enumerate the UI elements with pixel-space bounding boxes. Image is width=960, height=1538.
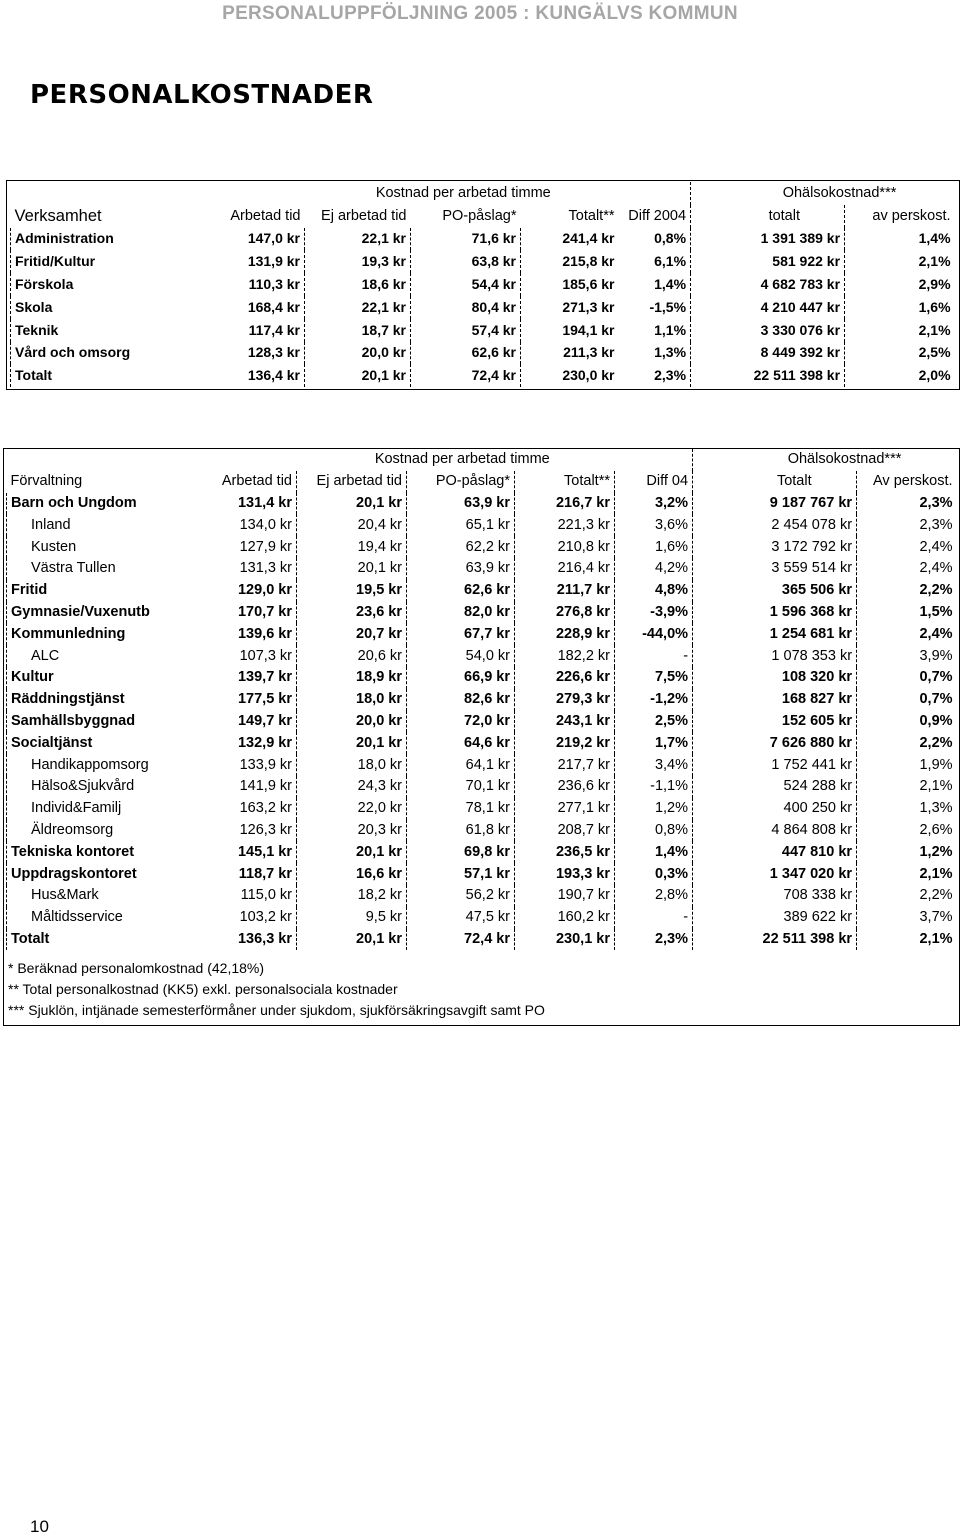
table1-cell: 110,3 kr [248, 276, 300, 293]
table2-cell: 1 078 353 kr [733, 645, 857, 667]
table2-group-header-left: Kostnad per arbetad timme [197, 449, 693, 471]
table2-row-label: Totalt [7, 929, 197, 951]
table2-cell: 236,5 kr [515, 841, 615, 863]
table2-row-label: Västra Tullen [7, 558, 197, 580]
table2-row [7, 732, 957, 754]
table1-col-header: totalt [725, 205, 845, 228]
table2-row [7, 841, 957, 863]
table2-cell: 1 254 681 kr [733, 623, 857, 645]
footnotes [8, 958, 545, 1021]
table1-cell: 8 449 392 kr [725, 342, 845, 365]
table2-column-header-row [7, 471, 957, 493]
table1-cell: 230,0 kr [521, 364, 619, 387]
table1-cell: 2,3% [619, 364, 691, 387]
table2-row-label: Tekniska kontoret [7, 841, 197, 863]
table1-cell: 131,9 kr [247, 253, 300, 270]
table1-cell: 211,3 kr [521, 342, 619, 365]
table2-cell: 3,9% [919, 647, 953, 664]
table2-row-label: Kultur [7, 667, 197, 689]
table2-cell: 279,3 kr [515, 689, 615, 711]
table2-row-label: Kusten [7, 536, 197, 558]
table2-cell: 230,1 kr [515, 929, 615, 951]
table2-row [7, 929, 957, 951]
table2-cell: 2,3% [919, 494, 953, 511]
table2-cell: 20,3 kr [297, 820, 407, 842]
table2-cell: 243,1 kr [515, 711, 615, 733]
table1-cell: 136,4 kr [247, 367, 300, 384]
table2-row [7, 885, 957, 907]
table1-col-header: Totalt** [568, 207, 615, 224]
table2-cell: 3,7% [919, 909, 953, 926]
table1-cell: 1 391 389 kr [725, 228, 845, 251]
table2-cell: 0,9% [919, 712, 953, 729]
table1-cell: 1,6% [918, 298, 951, 315]
table2-cell: 127,9 kr [239, 538, 292, 555]
table1-group-header-right: Ohälsokostnad*** [782, 184, 897, 201]
table2-row-label: Äldreomsorg [7, 820, 197, 842]
table2-row [7, 514, 957, 536]
table2-cell: 1 347 020 kr [733, 863, 857, 885]
table1-cell: 22,1 kr [305, 228, 411, 251]
table2-cell: 400 250 kr [733, 798, 857, 820]
table2-row [7, 711, 957, 733]
table2-cell: 182,2 kr [515, 645, 615, 667]
table2-cell: 145,1 kr [237, 843, 292, 860]
table2-row-label: Socialtjänst [7, 732, 197, 754]
table1-cell: 19,3 kr [305, 250, 411, 273]
table2-cell: 177,5 kr [237, 691, 292, 708]
table2-cell: 132,9 kr [237, 734, 292, 751]
table2-cell: 7 626 880 kr [733, 732, 857, 754]
table2-cell: 2,4% [919, 538, 953, 555]
table2-cell: 20,1 kr [297, 558, 407, 580]
table2-cell: 3,4% [615, 754, 693, 776]
table1-row [11, 228, 955, 251]
table2-cell: 64,1 kr [407, 754, 515, 776]
table2-row-label: Fritid [7, 580, 197, 602]
table1-col-header: av perskost. [872, 207, 951, 224]
table2-row [7, 558, 957, 580]
document-header: PERSONALUPPFÖLJNING 2005 : KUNGÄLVS KOMMUN [222, 3, 738, 24]
table1-cell: 62,6 kr [411, 342, 521, 365]
table2-cell: 524 288 kr [733, 776, 857, 798]
table1-cell: 72,4 kr [411, 364, 521, 387]
table2-cell: 23,6 kr [297, 602, 407, 624]
table2-row-label: ALC [7, 645, 197, 667]
table1-cell: 6,1% [619, 250, 691, 273]
table2-row-label: Barn och Ungdom [7, 493, 197, 515]
table1-cell: 241,4 kr [521, 228, 619, 251]
table1-row-label: Totalt [11, 364, 181, 387]
table2-cell: 62,6 kr [407, 580, 515, 602]
table2-col-header: Totalt** [515, 471, 615, 493]
table1-row-label: Teknik [11, 319, 181, 342]
table1-cell: 185,6 kr [521, 273, 619, 296]
table2-cell: 63,9 kr [407, 558, 515, 580]
table1-group-header-row [11, 182, 955, 205]
table2-row-label: Hälso&Sjukvård [7, 776, 197, 798]
table2-cell: 190,7 kr [515, 885, 615, 907]
table2-cell: 1,2% [919, 843, 953, 860]
table2-cell: 115,0 kr [240, 887, 292, 904]
table2-cell: 2,3% [919, 516, 953, 533]
table2-cell: 1 596 368 kr [733, 602, 857, 624]
table1-cell: 1,4% [918, 230, 951, 247]
table1-cell: 4 210 447 kr [725, 296, 845, 319]
table2-cell: 141,9 kr [239, 778, 292, 795]
table2-row [7, 863, 957, 885]
table2-cell: 211,7 kr [515, 580, 615, 602]
table2-cell: 16,6 kr [297, 863, 407, 885]
table2-cell: 3,6% [615, 514, 693, 536]
table2-group-header-row [7, 449, 957, 471]
table1-cell: 80,4 kr [411, 296, 521, 319]
table1-cell: 20,1 kr [305, 364, 411, 387]
table2-col-header: Totalt [733, 471, 857, 493]
table2-col-header: PO-påslag* [407, 471, 515, 493]
table2-cell: - [615, 645, 693, 667]
table2-cell: 134,0 kr [239, 516, 292, 533]
table2-cell: 0,7% [919, 669, 953, 686]
table2-cell: 1,7% [615, 732, 693, 754]
table2-cell: 2,1% [919, 778, 953, 795]
verksamhet-cost-table [10, 182, 955, 387]
table2-cell: 72,0 kr [407, 711, 515, 733]
table2-col-header: Av perskost. [873, 473, 953, 490]
table2-cell: 0,3% [615, 863, 693, 885]
table1-row-label: Administration [11, 228, 181, 251]
table2-cell: 63,9 kr [407, 493, 515, 515]
table2-row-label: Räddningstjänst [7, 689, 197, 711]
table2-row-label: Samhällsbyggnad [7, 711, 197, 733]
table2-group-header-right: Ohälsokostnad*** [787, 451, 902, 468]
table2-cell: 216,7 kr [515, 493, 615, 515]
table2-cell: 22 511 398 kr [733, 929, 857, 951]
footnote: ** Total personalkostnad (KK5) exkl. personalsociala kostnader [8, 981, 398, 997]
table2-cell: 277,1 kr [515, 798, 615, 820]
table1-row [11, 342, 955, 365]
table2-cell: 136,3 kr [237, 930, 292, 947]
table1-col-header: Arbetad tid [230, 207, 301, 224]
table2-cell: 70,1 kr [407, 776, 515, 798]
table2-cell: 1,2% [615, 798, 693, 820]
table1-row [11, 273, 955, 296]
table1-cell: -1,5% [619, 296, 691, 319]
table2-row-label: Uppdragskontoret [7, 863, 197, 885]
table1-row [11, 364, 955, 387]
table2-cell: 66,9 kr [407, 667, 515, 689]
table2-cell: 3 559 514 kr [733, 558, 857, 580]
table2-cell: 54,0 kr [407, 645, 515, 667]
table2-row-label: Inland [7, 514, 197, 536]
table2-cell: 57,1 kr [407, 863, 515, 885]
table2-cell: 18,9 kr [297, 667, 407, 689]
table2-cell: 139,6 kr [237, 625, 292, 642]
table2-cell: 168 827 kr [733, 689, 857, 711]
table2-cell: 2,2% [919, 734, 953, 751]
table2-cell: 2,1% [919, 865, 953, 882]
footnote: * Beräknad personalomkostnad (42,18%) [8, 960, 265, 976]
table2-cell: 20,7 kr [297, 623, 407, 645]
table2-cell: 82,6 kr [407, 689, 515, 711]
table2-cell: 18,2 kr [297, 885, 407, 907]
table2-cell: 67,7 kr [407, 623, 515, 645]
table1-cell: 1,1% [619, 319, 691, 342]
table2-cell: 217,7 kr [515, 754, 615, 776]
table2-cell: 226,6 kr [515, 667, 615, 689]
table2-cell: -1,1% [615, 776, 693, 798]
table2-col-header: Ej arbetad tid [297, 471, 407, 493]
table1-row [11, 250, 955, 273]
table2-cell: 62,2 kr [407, 536, 515, 558]
table1-cell: 2,5% [918, 344, 951, 361]
table2-cell: 2,4% [919, 625, 953, 642]
table2-cell: 365 506 kr [733, 580, 857, 602]
table2-cell: 78,1 kr [407, 798, 515, 820]
table1-col-header: Diff 2004 [619, 205, 691, 228]
table1-row-label: Vård och omsorg [11, 342, 181, 365]
table2-cell: 24,3 kr [297, 776, 407, 798]
table1-cell: 18,7 kr [305, 319, 411, 342]
table1-row-label: Fritid/Kultur [11, 250, 181, 273]
table2-row [7, 493, 957, 515]
table1-cell: 20,0 kr [305, 342, 411, 365]
table2-cell: 4 864 808 kr [733, 820, 857, 842]
table2-cell: 170,7 kr [237, 603, 292, 620]
table2-cell: 129,0 kr [237, 582, 292, 599]
table2-cell: 4,2% [615, 558, 693, 580]
table2-row [7, 754, 957, 776]
table2-col-header: Förvaltning [10, 473, 83, 490]
table2-cell: 20,0 kr [297, 711, 407, 733]
table2-cell: 236,6 kr [515, 776, 615, 798]
table2-cell: 216,4 kr [515, 558, 615, 580]
table2-row-label: Individ&Familj [7, 798, 197, 820]
table2-cell: 2,6% [919, 821, 953, 838]
table1-cell: 54,4 kr [411, 273, 521, 296]
table1-column-header-row [11, 205, 955, 228]
table2-cell: 20,1 kr [297, 732, 407, 754]
table2-cell: 1,9% [919, 756, 953, 773]
table2-cell: 131,3 kr [239, 560, 292, 577]
table2-cell: -44,0% [615, 623, 693, 645]
table1-cell: 2,9% [918, 276, 951, 293]
table2-cell: 219,2 kr [515, 732, 615, 754]
table2-cell: 1,6% [615, 536, 693, 558]
table1-cell: 168,4 kr [247, 298, 300, 315]
table2-cell: 2,3% [615, 929, 693, 951]
table2-row [7, 536, 957, 558]
table2-cell: 126,3 kr [239, 821, 292, 838]
table2-col-header: Diff 04 [615, 471, 693, 493]
table2-cell: -3,9% [615, 602, 693, 624]
table2-row-label: Handikappomsorg [7, 754, 197, 776]
table1-col-header: Ej arbetad tid [321, 207, 407, 224]
table2-cell: -1,2% [615, 689, 693, 711]
table2-cell: 107,3 kr [239, 647, 292, 664]
table2-cell: 103,2 kr [239, 909, 292, 926]
table1-cell: 0,8% [619, 228, 691, 251]
forvaltning-cost-table [6, 449, 957, 950]
table1-col-header: PO-påslag* [442, 207, 517, 224]
table1-cell: 57,4 kr [411, 319, 521, 342]
table2-cell: 2,2% [919, 887, 953, 904]
table2-cell: 20,1 kr [297, 929, 407, 951]
table1-cell: 117,4 kr [248, 321, 300, 338]
table2-row [7, 623, 957, 645]
table2-row-label: Gymnasie/Vuxenutb [7, 602, 197, 624]
table2-cell: 1,5% [919, 603, 953, 620]
table2-cell: 210,8 kr [515, 536, 615, 558]
table2-cell: 47,5 kr [407, 907, 515, 929]
table2-cell: 20,1 kr [297, 841, 407, 863]
table1-row [11, 296, 955, 319]
table2-cell: 82,0 kr [407, 602, 515, 624]
table2-cell: 9,5 kr [297, 907, 407, 929]
table2-cell: 69,8 kr [407, 841, 515, 863]
table1-cell: 1,3% [619, 342, 691, 365]
table1-cell: 128,3 kr [247, 344, 300, 361]
table2-row [7, 907, 957, 929]
table2-col-header: Arbetad tid [221, 473, 292, 490]
table1-row-label: Förskola [11, 273, 181, 296]
table1-col-header: Verksamhet [14, 206, 102, 225]
table2-row-label: Måltidsservice [7, 907, 197, 929]
table2-row [7, 667, 957, 689]
table2-cell: 389 622 kr [733, 907, 857, 929]
table2-cell: 2 454 078 kr [733, 514, 857, 536]
table1-row [11, 319, 955, 342]
table2-cell: 447 810 kr [733, 841, 857, 863]
table2-cell: 2,4% [919, 560, 953, 577]
table2-cell: 228,9 kr [515, 623, 615, 645]
page-number: 10 [30, 1517, 49, 1536]
table2-row-label: Kommunledning [7, 623, 197, 645]
table2-cell: 149,7 kr [237, 712, 292, 729]
table2-cell: 18,0 kr [297, 689, 407, 711]
table2-cell: 208,7 kr [515, 820, 615, 842]
table2-cell: 7,5% [615, 667, 693, 689]
table2-cell: 0,8% [615, 820, 693, 842]
table2-row [7, 580, 957, 602]
table2-cell: 19,5 kr [297, 580, 407, 602]
table2-row [7, 645, 957, 667]
table2-cell: 20,1 kr [297, 493, 407, 515]
table2-cell: 152 605 kr [733, 711, 857, 733]
table1-cell: 271,3 kr [521, 296, 619, 319]
table1-cell: 194,1 kr [521, 319, 619, 342]
table1-cell: 215,8 kr [521, 250, 619, 273]
table1-cell: 22 511 398 kr [725, 364, 845, 387]
table2-cell: 2,2% [919, 582, 953, 599]
table2-row [7, 689, 957, 711]
table2-cell: 20,4 kr [297, 514, 407, 536]
table1-cell: 4 682 783 kr [725, 273, 845, 296]
table2-cell: 193,3 kr [515, 863, 615, 885]
table2-cell: 72,4 kr [407, 929, 515, 951]
table1-cell: 1,4% [619, 273, 691, 296]
table2-cell: 1,4% [615, 841, 693, 863]
table1-cell: 63,8 kr [411, 250, 521, 273]
table1-cell: 581 922 kr [725, 250, 845, 273]
table1-cell: 2,1% [918, 321, 951, 338]
table2-cell: 163,2 kr [239, 800, 292, 817]
table2-cell: 22,0 kr [297, 798, 407, 820]
table2-cell: 56,2 kr [407, 885, 515, 907]
table2-cell: 139,7 kr [237, 669, 292, 686]
table1-cell: 2,0% [918, 367, 951, 384]
table2-cell: 3 172 792 kr [733, 536, 857, 558]
table2-cell: 4,8% [615, 580, 693, 602]
table2-cell: 221,3 kr [515, 514, 615, 536]
table2-cell: 65,1 kr [407, 514, 515, 536]
table1-cell: 3 330 076 kr [725, 319, 845, 342]
table2-row [7, 776, 957, 798]
footnote: *** Sjuklön, intjänade semesterförmåner under sjukdom, sjukförsäkringsavgift samt PO [8, 1002, 545, 1018]
table2-cell: 131,4 kr [237, 494, 292, 511]
table2-row [7, 602, 957, 624]
section-title: PERSONALKOSTNADER [30, 80, 374, 110]
table1-cell: 2,1% [918, 253, 951, 270]
table2-cell: 108 320 kr [733, 667, 857, 689]
table1-group-header-left: Kostnad per arbetad timme [181, 182, 691, 205]
table1-row-label: Skola [11, 296, 181, 319]
table2-row [7, 820, 957, 842]
table2-cell: 1,3% [919, 800, 953, 817]
table2-row-label: Hus&Mark [7, 885, 197, 907]
table2-cell: 2,1% [919, 930, 953, 947]
table2-row [7, 798, 957, 820]
table2-cell: 160,2 kr [515, 907, 615, 929]
table2-cell: 1 752 441 kr [733, 754, 857, 776]
table2-cell: 118,7 kr [238, 865, 292, 882]
table1-cell: 71,6 kr [411, 228, 521, 251]
table1-cell: 18,6 kr [305, 273, 411, 296]
table2-cell: 20,6 kr [297, 645, 407, 667]
table2-cell: 18,0 kr [297, 754, 407, 776]
table2-cell: 3,2% [615, 493, 693, 515]
table2-cell: 2,8% [615, 885, 693, 907]
table2-cell: 2,5% [615, 711, 693, 733]
table2-cell: 708 338 kr [733, 885, 857, 907]
table1-cell: 147,0 kr [247, 230, 300, 247]
table2-cell: 276,8 kr [515, 602, 615, 624]
table2-cell: 61,8 kr [407, 820, 515, 842]
table2-cell: 0,7% [919, 691, 953, 708]
table2-cell: - [615, 907, 693, 929]
table2-cell: 9 187 767 kr [733, 493, 857, 515]
table2-cell: 133,9 kr [239, 756, 292, 773]
table1-cell: 22,1 kr [305, 296, 411, 319]
table2-cell: 64,6 kr [407, 732, 515, 754]
table2-cell: 19,4 kr [297, 536, 407, 558]
